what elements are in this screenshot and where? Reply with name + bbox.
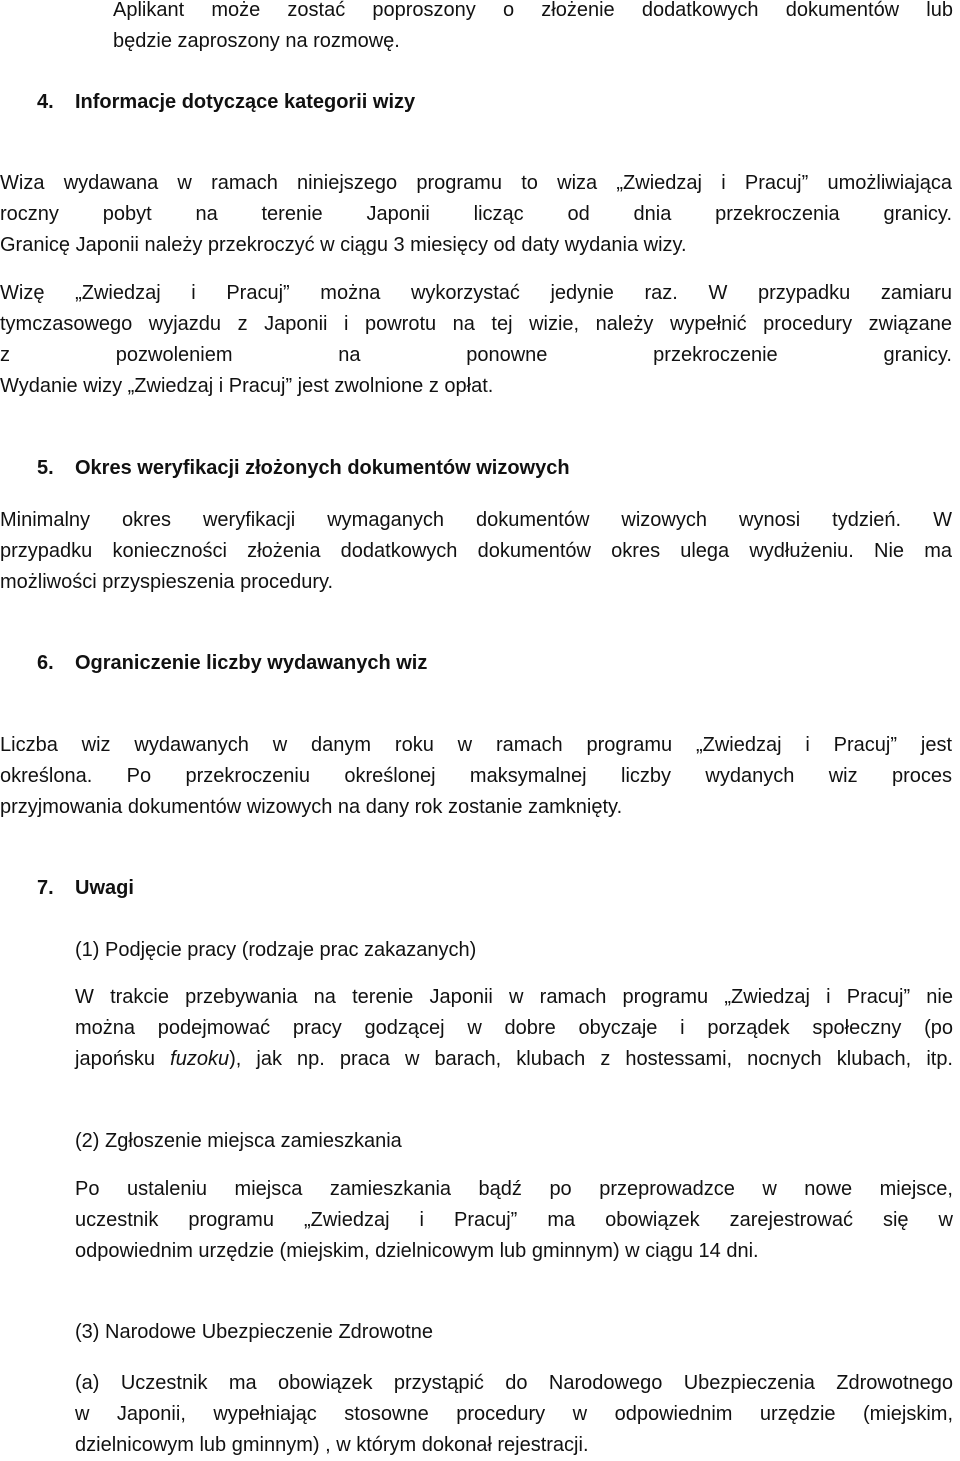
section-4-paragraph-2 <box>0 278 952 402</box>
text-line: Granicę Japonii należy przekroczyć w ciągu 3 miesięcy od daty wydania wizy. <box>0 234 687 256</box>
subsection-title: (1) Podjęcie pracy (rodzaje prac zakazanych) <box>75 939 477 961</box>
subsection-title: (3) Narodowe Ubezpieczenie Zdrowotne <box>75 1321 433 1343</box>
section-title: Okres weryfikacji złożonych dokumentów wizowych <box>75 457 570 479</box>
section-number: 7. <box>37 877 54 899</box>
text-line: przyjmowania dokumentów wizowych na dany rok zostanie zamknięty. <box>0 796 623 818</box>
text-line: odpowiednim urzędzie (miejskim, dzielnicowym lub gminnym) w ciągu 14 dni. <box>75 1240 759 1262</box>
text-line: dzielnicowym lub gminnym) , w którym dokonał rejestracji. <box>75 1434 589 1456</box>
section-6-heading <box>37 648 427 679</box>
text-line: Liczba wiz wydawanych w danym roku w ramach programu „Zwiedzaj i Pracuj” jest <box>0 734 952 756</box>
text-line: Minimalny okres weryfikacji wymaganych dokumentów wizowych wynosi tydzień. W <box>0 509 952 531</box>
text-line: Po ustaleniu miejsca zamieszkania bądź po przeprowadzce w nowe miejsce, <box>75 1178 953 1200</box>
section-4-paragraph-1 <box>0 168 952 261</box>
text-line: Wizę „Zwiedzaj i Pracuj” można wykorzystać jedynie raz. W przypadku zamiaru <box>0 282 952 304</box>
text-line: tymczasowego wyjazdu z Japonii i powrotu na tej wizie, należy wypełnić procedury związane <box>0 313 952 335</box>
text-fragment: japońsku <box>75 1048 171 1070</box>
text-line: Wiza wydawana w ramach niniejszego programu to wiza „Zwiedzaj i Pracuj” umożliwiająca <box>0 172 952 194</box>
subsection-2-heading <box>75 1126 402 1157</box>
intro-paragraph <box>113 0 953 57</box>
subsection-2-paragraph <box>75 1174 953 1267</box>
section-number: 6. <box>37 652 54 674</box>
section-7-heading <box>37 873 134 904</box>
text-line: roczny pobyt na terenie Japonii licząc od dnia przekroczenia granicy. <box>0 203 952 225</box>
section-5-heading <box>37 453 570 484</box>
section-title: Uwagi <box>75 877 134 899</box>
subsection-3-heading <box>75 1317 433 1348</box>
text-line: z pozwoleniem na ponowne przekroczenie granicy. <box>0 344 952 366</box>
text-line: określona. Po przekroczeniu określonej maksymalnej liczby wydanych wiz proces <box>0 765 952 787</box>
text-line: możliwości przyspieszenia procedury. <box>0 571 334 593</box>
text-line: będzie zaproszony na rozmowę. <box>113 30 400 52</box>
subsection-1-paragraph <box>75 982 953 1075</box>
subsection-3-paragraph <box>75 1368 953 1461</box>
text-line: przypadku konieczności złożenia dodatkowych dokumentów okres ulega wydłużeniu. Nie ma <box>0 540 952 562</box>
section-5-paragraph <box>0 505 952 598</box>
text-line: W trakcie przebywania na terenie Japonii w ramach programu „Zwiedzaj i Pracuj” nie <box>75 986 953 1008</box>
section-number: 5. <box>37 457 54 479</box>
text-line: w Japonii, wypełniając stosowne procedury w odpowiednim urzędzie (miejskim, <box>75 1403 953 1425</box>
text-line: Aplikant może zostać poproszony o złożenie dodatkowych dokumentów lub <box>113 0 953 21</box>
text-fragment: ), jak np. praca w barach, klubach z hostessami, nocnych klubach, itp. <box>229 1048 953 1070</box>
text-line: uczestnik programu „Zwiedzaj i Pracuj” ma obowiązek zarejestrować się w <box>75 1209 953 1231</box>
subsection-title: (2) Zgłoszenie miejsca zamieszkania <box>75 1130 402 1152</box>
section-title: Ograniczenie liczby wydawanych wiz <box>75 652 428 674</box>
text-line <box>75 1044 953 1075</box>
section-number: 4. <box>37 91 54 113</box>
italic-term: fuzoku <box>170 1048 230 1070</box>
text-line: można podejmować pracy godzącej w dobre obyczaje i porządek społeczny (po <box>75 1017 953 1039</box>
section-title: Informacje dotyczące kategorii wizy <box>75 91 416 113</box>
subsection-1-heading <box>75 935 476 966</box>
section-4-heading <box>37 87 415 118</box>
section-6-paragraph <box>0 730 952 823</box>
text-line: Wydanie wizy „Zwiedzaj i Pracuj” jest zwolnione z opłat. <box>0 375 494 397</box>
text-line: (a) Uczestnik ma obowiązek przystąpić do Narodowego Ubezpieczenia Zdrowotnego <box>75 1372 953 1394</box>
